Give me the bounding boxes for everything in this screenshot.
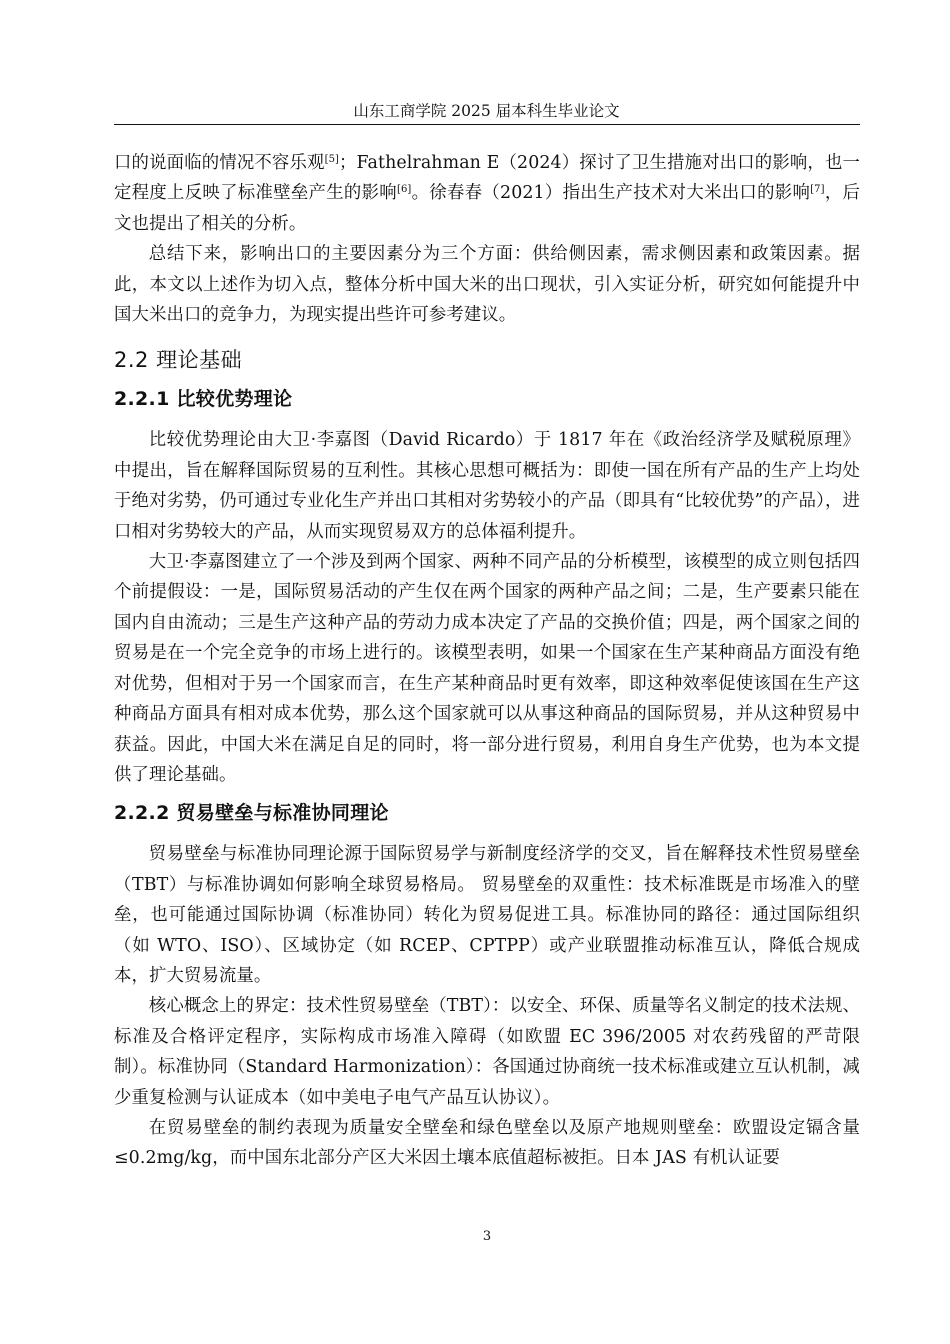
intro-text-2: ；Fathelrahman E（2024）探讨了卫生措施对出口的影响，也一定程度上反映了标准壁垒产生的影响 [114,153,860,204]
intro-paragraph-2: 总结下来，影响出口的主要因素分为三个方面：供给侧因素，需求侧因素和政策因素。据此，本文以上述作为切入点，整体分析中国大米的出口现状，引入实证分析，研究如何能提升中国大米出口的竞争力，为现实提出些许可参考建议。 [114,244,860,326]
comparative-advantage-paragraph-1: 比较优势理论由大卫·李嘉图（David Ricardo）于 1817 年在《政治经济学及赋税原理》中提出，旨在解释国际贸易的互利性。其核心思想可概括为：即使一国在所有产品的生产上均处于绝对劣势，仍可通过专业化生产并出口其相对劣势较小的产品（即具有“比较优势”的产品），进口相对劣势较大的产品，从而实现贸易双方的总体福利提升。 [114,430,860,542]
citation-6: [6] [396,184,412,196]
header-rule [114,124,860,125]
citation-5: [5] [324,154,340,165]
subsection-heading-2-2-2: 2.2.2 贸易壁垒与标准协同理论 [114,802,389,825]
intro-paragraph-1 [114,148,860,239]
intro-text-1: 口的说面临的情况不容乐观 [114,153,325,173]
trade-barrier-paragraph-1: 贸易壁垒与标准协同理论源于国际贸易学与新制度经济学的交叉，旨在解释技术性贸易壁垒（TBT）与标准协调如何影响全球贸易格局。 贸易壁垒的双重性：技术标准既是市场准入的壁垒，也可能通过国际协调（标准协同）转化为贸易促进工具。标准协同的路径：通过国际组织（如 WTO、ISO）、区域协定（如 RCEP、CPTPP）或产业联盟推动标准互认，降低合规成本，扩大贸易流量。 [114,844,860,986]
trade-barrier-paragraph-2: 核心概念上的界定：技术性贸易壁垒（TBT）：以安全、环保、质量等名义制定的技术法规、标准及合格评定程序，实际构成市场准入障碍（如欧盟 EC 396/2005 对农药残留的严苛限制）。标准协同（Standard Harmonization）：各国通过协商统一技术标准或建立互认机制，减少重复检测与认证成本（如中美电子电气产品互认协议）。 [114,996,860,1108]
running-header: 山东工商学院 2025 届本科生毕业论文 [353,102,620,120]
page-number: 3 [482,1229,492,1244]
citation-7: [7] [810,184,825,196]
subsection-heading-2-2-1: 2.2.1 比较优势理论 [114,388,293,411]
page-body [114,148,860,1174]
comparative-advantage-paragraph-2: 大卫·李嘉图建立了一个涉及到两个国家、两种不同产品的分析模型，该模型的成立则包括四个前提假设：一是，国际贸易活动的产生仅在两个国家的两种产品之间；二是，生产要素只能在国内自由流动；三是生产这种产品的劳动力成本决定了产品的交换价值；四是，两个国家之间的贸易是在一个完全竞争的市场上进行的。该模型表明，如果一个国家在生产某种商品方面没有绝对优势，但相对于另一个国家而言，在生产某种商品时更有效率，即这种效率促使该国在生产这种商品方面具有相对成本优势，那么这个国家就可以从事这种商品的国际贸易，并从这种贸易中获益。因此，中国大米在满足自足的同时，将一部分进行贸易，利用自身生产优势，也为本文提供了理论基础。 [114,552,860,785]
intro-text-3: 。徐春春（2021）指出生产技术对大米出口的影响 [411,183,811,204]
intro-text-4: ，后文也提出了相关的分析。 [114,183,860,234]
section-heading-2-2: 2.2 理论基础 [114,348,243,373]
trade-barrier-paragraph-3: 在贸易壁垒的制约表现为质量安全壁垒和绿色壁垒以及原产地规则壁垒：欧盟设定镉含量≤0.2mg/kg，而中国东北部分产区大米因土壤本底值超标被拒。日本 JAS 有机认证要 [114,1117,860,1169]
